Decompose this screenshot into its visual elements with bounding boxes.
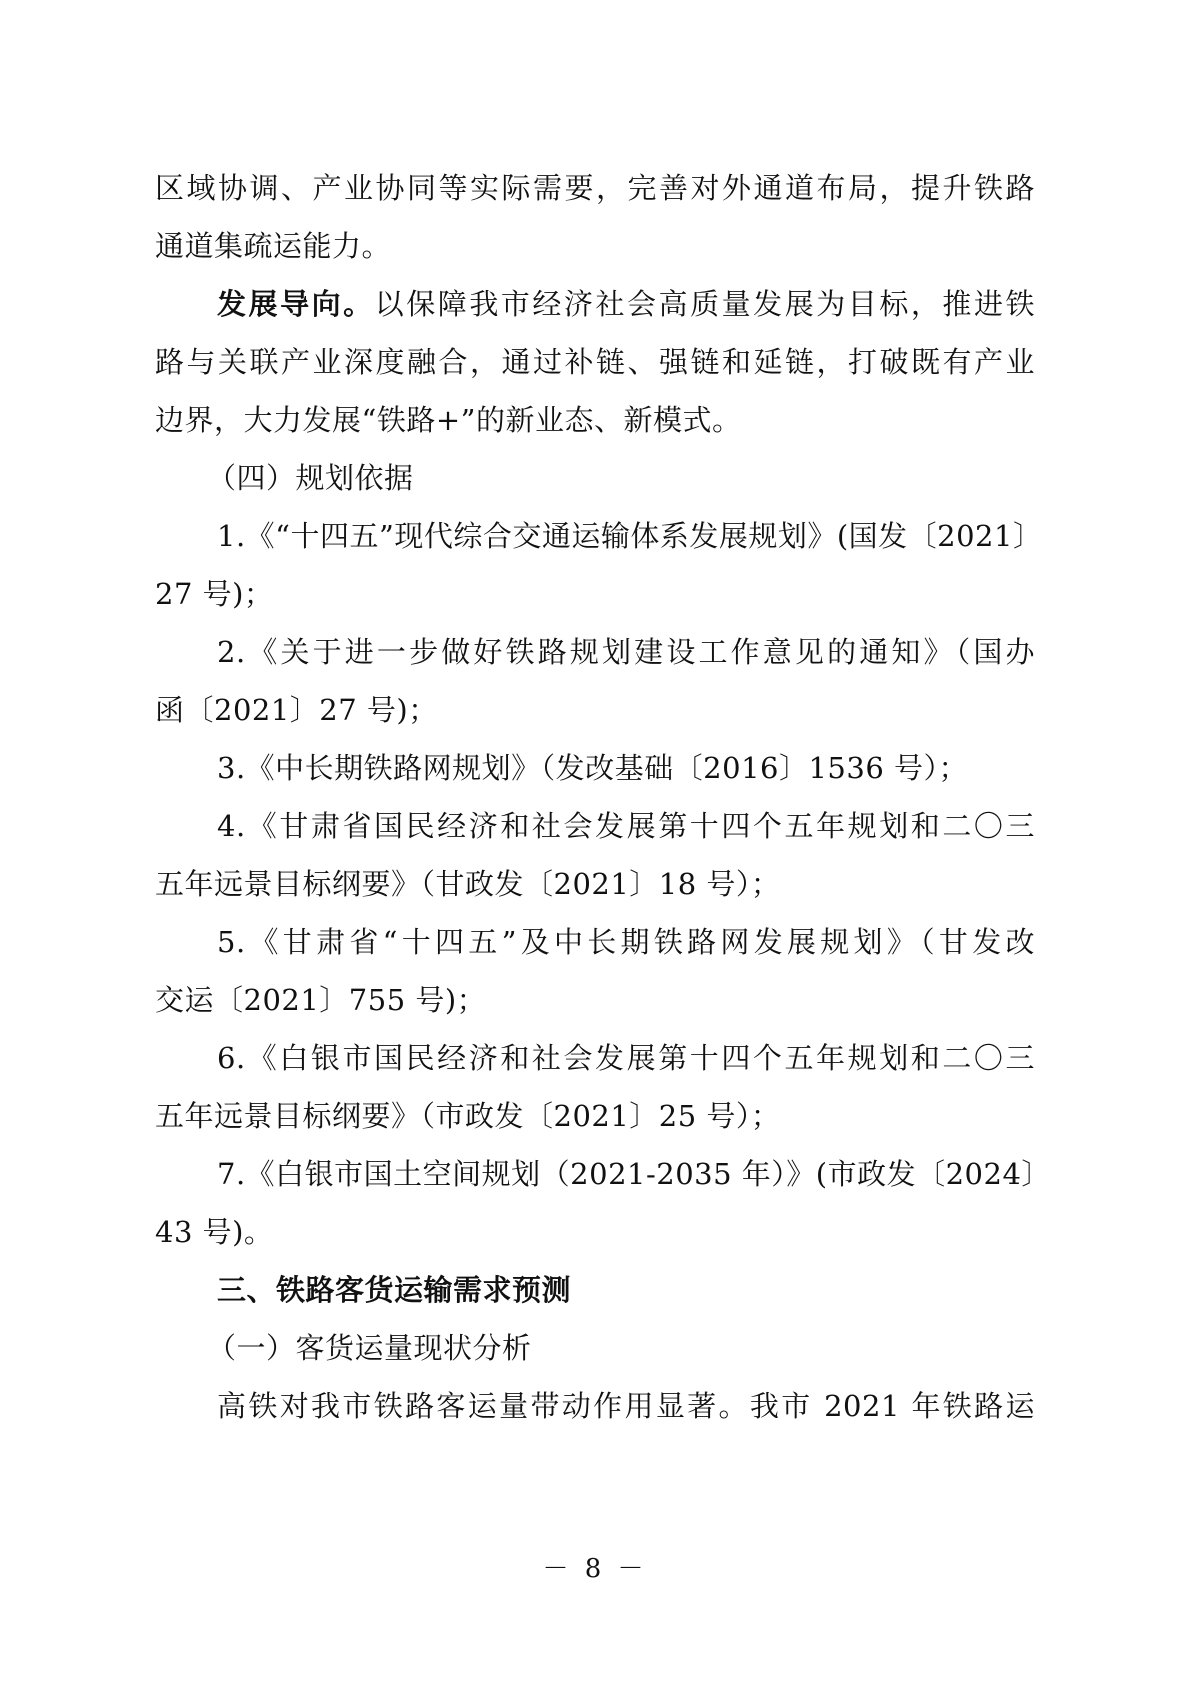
paragraph-line: 边界，大力发展“铁路+”的新业态、新模式。 xyxy=(155,403,742,437)
reference-line: 五年远景目标纲要》（市政发〔2021〕25 号）； xyxy=(155,1099,781,1133)
reference-line: 27 号)； xyxy=(155,577,274,611)
reference-line: 3.《中长期铁路网规划》（发改基础〔2016〕1536 号）； xyxy=(217,751,968,785)
paragraph-text: 以保障我市经济社会高质量发展为目标，推进铁 xyxy=(374,287,1035,321)
reference-line: 43 号)。 xyxy=(155,1215,274,1249)
reference-line: 6.《白银市国民经济和社会发展第十四个五年规划和二〇三 xyxy=(217,1041,1035,1075)
paragraph-line xyxy=(217,284,1035,324)
paragraph-line: 路与关联产业深度融合，通过补链、强链和延链，打破既有产业 xyxy=(155,345,1035,379)
paragraph-line: 高铁对我市铁路客运量带动作用显著。我市 2021 年铁路运 xyxy=(217,1389,1035,1423)
reference-line: 函〔2021〕27 号)； xyxy=(155,693,438,727)
reference-line: 交运〔2021〕755 号)； xyxy=(155,983,487,1017)
reference-line: 5.《甘肃省“十四五”及中长期铁路网发展规划》（甘发改 xyxy=(217,925,1035,959)
reference-line: 4.《甘肃省国民经济和社会发展第十四个五年规划和二〇三 xyxy=(217,809,1035,843)
reference-line: 五年远景目标纲要》（甘政发〔2021〕18 号）； xyxy=(155,867,781,901)
section-title: （四）规划依据 xyxy=(207,461,414,495)
section-title: （一）客货运量现状分析 xyxy=(207,1331,532,1365)
bold-lead: 发展导向。 xyxy=(217,287,375,321)
chapter-title: 三、铁路客货运输需求预测 xyxy=(217,1273,572,1307)
reference-line: 2.《关于进一步做好铁路规划建设工作意见的通知》（国办 xyxy=(217,635,1035,669)
paragraph-line: 区域协调、产业协同等实际需要，完善对外通道布局，提升铁路 xyxy=(155,171,1035,205)
reference-line: 1.《“十四五”现代综合交通运输体系发展规划》(国发〔2021〕 xyxy=(217,519,1043,553)
page-number: － 8 － xyxy=(542,1554,648,1584)
paragraph-line: 通道集疏运能力。 xyxy=(155,229,392,263)
reference-line: 7.《白银市国土空间规划（2021-2035 年）》(市政发〔2024〕 xyxy=(217,1157,1051,1191)
